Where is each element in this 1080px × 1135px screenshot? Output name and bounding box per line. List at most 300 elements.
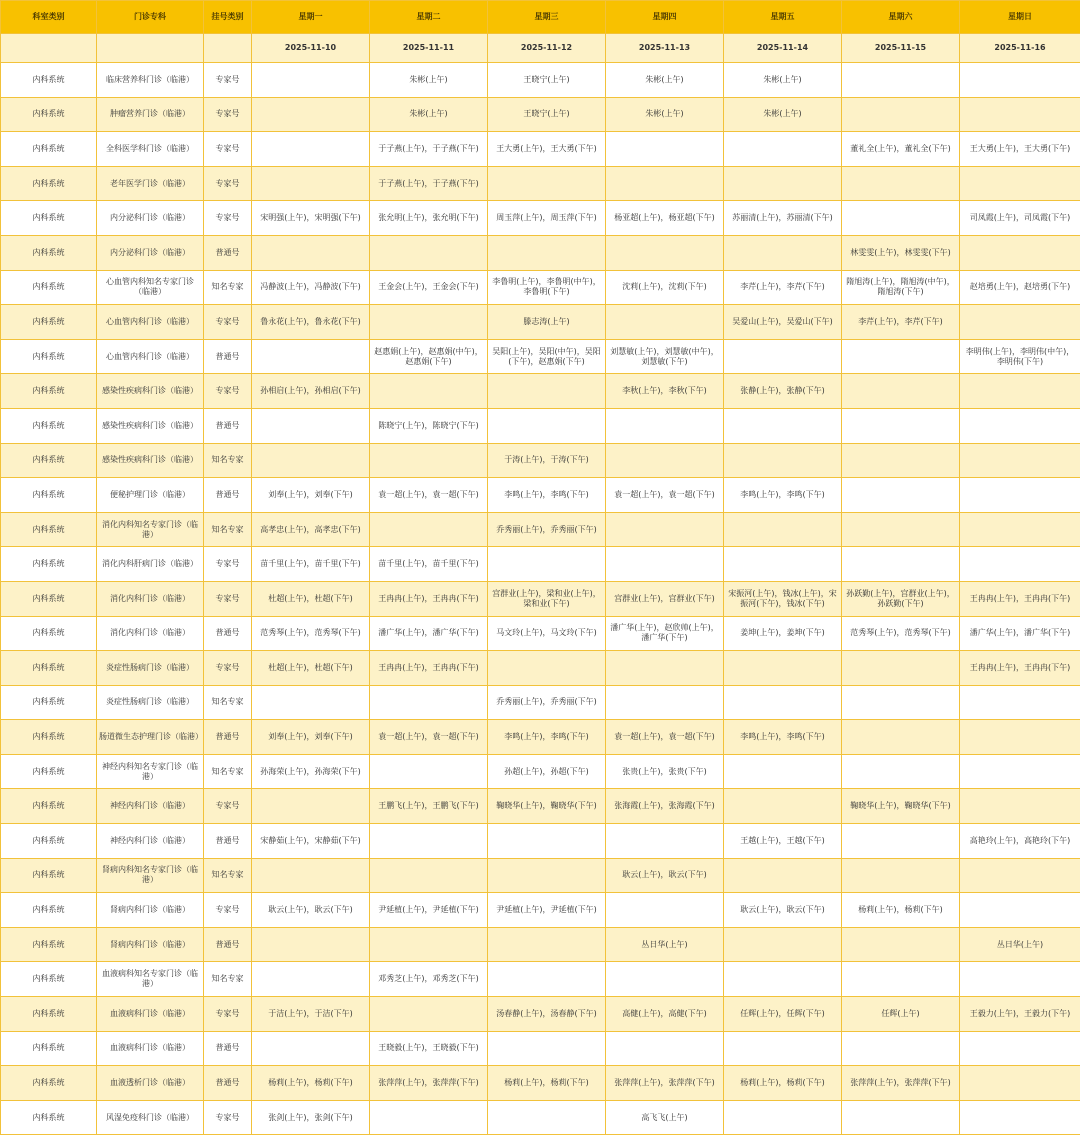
friday-cell bbox=[724, 789, 842, 824]
clinic-cell: 消化内科知名专家门诊（临港） bbox=[97, 512, 204, 547]
monday-cell: 冯静波(上午)，冯静波(下午) bbox=[252, 270, 370, 305]
sunday-cell bbox=[960, 720, 1080, 755]
sunday-cell bbox=[960, 166, 1080, 201]
monday-cell: 苗千里(上午)，苗千里(下午) bbox=[252, 547, 370, 582]
tuesday-cell bbox=[370, 512, 488, 547]
sunday-cell: 王大勇(上午)，王大勇(下午) bbox=[960, 132, 1080, 167]
table-row bbox=[1, 1100, 1080, 1135]
friday-cell: 耿云(上午)，耿云(下午) bbox=[724, 893, 842, 928]
saturday-cell bbox=[842, 547, 960, 582]
date-wednesday: 2025-11-12 bbox=[488, 34, 606, 63]
clinic-cell: 临床营养科门诊（临港） bbox=[97, 63, 204, 98]
table-row bbox=[1, 962, 1080, 997]
wednesday-cell bbox=[488, 651, 606, 686]
saturday-cell bbox=[842, 478, 960, 513]
saturday-cell: 鞠晓华(上午)，鞠晓华(下午) bbox=[842, 789, 960, 824]
saturday-cell bbox=[842, 512, 960, 547]
tuesday-cell: 尹延植(上午)，尹延植(下午) bbox=[370, 893, 488, 928]
department-cell: 内科系统 bbox=[1, 927, 97, 962]
registration-type-cell: 普通号 bbox=[204, 824, 252, 859]
table-row bbox=[1, 651, 1080, 686]
saturday-cell bbox=[842, 443, 960, 478]
tuesday-cell: 于子燕(上午)，于子燕(下午) bbox=[370, 132, 488, 167]
wednesday-cell: 李鸣(上午)，李鸣(下午) bbox=[488, 478, 606, 513]
registration-type-cell: 普通号 bbox=[204, 1066, 252, 1101]
department-cell: 内科系统 bbox=[1, 789, 97, 824]
tuesday-cell: 袁一超(上午)，袁一超(下午) bbox=[370, 720, 488, 755]
tuesday-cell bbox=[370, 443, 488, 478]
registration-type-cell: 知名专家 bbox=[204, 270, 252, 305]
department-cell: 内科系统 bbox=[1, 720, 97, 755]
thursday-cell bbox=[606, 547, 724, 582]
clinic-cell: 内分泌科门诊（临港） bbox=[97, 235, 204, 270]
wednesday-cell: 王晓宁(上午) bbox=[488, 97, 606, 132]
department-cell: 内科系统 bbox=[1, 962, 97, 997]
sunday-cell bbox=[960, 478, 1080, 513]
saturday-cell bbox=[842, 408, 960, 443]
department-cell: 内科系统 bbox=[1, 63, 97, 98]
registration-type-cell: 专家号 bbox=[204, 581, 252, 616]
registration-type-cell: 专家号 bbox=[204, 1100, 252, 1135]
clinic-cell: 感染性疾病科门诊（临港） bbox=[97, 408, 204, 443]
monday-cell bbox=[252, 166, 370, 201]
tuesday-cell bbox=[370, 374, 488, 409]
clinic-cell: 肾病内科门诊（临港） bbox=[97, 893, 204, 928]
registration-type-cell: 专家号 bbox=[204, 166, 252, 201]
saturday-cell bbox=[842, 374, 960, 409]
registration-type-cell: 专家号 bbox=[204, 97, 252, 132]
department-cell: 内科系统 bbox=[1, 685, 97, 720]
header-thursday: 星期四 bbox=[606, 1, 724, 34]
thursday-cell: 高健(上午)，高健(下午) bbox=[606, 997, 724, 1032]
friday-cell: 朱彬(上午) bbox=[724, 97, 842, 132]
thursday-cell bbox=[606, 305, 724, 340]
header-department: 科室类别 bbox=[1, 1, 97, 34]
friday-cell bbox=[724, 408, 842, 443]
clinic-cell: 心血管内科门诊（临港） bbox=[97, 305, 204, 340]
monday-cell bbox=[252, 97, 370, 132]
tuesday-cell: 王金会(上午)，王金会(下午) bbox=[370, 270, 488, 305]
thursday-cell: 宫群业(上午)，宫群业(下午) bbox=[606, 581, 724, 616]
wednesday-cell: 于涛(上午)，于涛(下午) bbox=[488, 443, 606, 478]
wednesday-cell bbox=[488, 166, 606, 201]
tuesday-cell: 朱彬(上午) bbox=[370, 97, 488, 132]
registration-type-cell: 知名专家 bbox=[204, 754, 252, 789]
thursday-cell: 高飞飞(上午) bbox=[606, 1100, 724, 1135]
registration-type-cell: 专家号 bbox=[204, 305, 252, 340]
saturday-cell bbox=[842, 754, 960, 789]
saturday-cell: 杨莉(上午)，杨莉(下午) bbox=[842, 893, 960, 928]
wednesday-cell: 周玉萍(上午)，周玉萍(下午) bbox=[488, 201, 606, 236]
friday-cell bbox=[724, 1031, 842, 1066]
thursday-cell bbox=[606, 962, 724, 997]
registration-type-cell: 专家号 bbox=[204, 997, 252, 1032]
saturday-cell bbox=[842, 685, 960, 720]
saturday-cell bbox=[842, 858, 960, 893]
registration-type-cell: 普通号 bbox=[204, 339, 252, 374]
saturday-cell bbox=[842, 63, 960, 98]
saturday-cell: 范秀琴(上午)，范秀琴(下午) bbox=[842, 616, 960, 651]
department-cell: 内科系统 bbox=[1, 754, 97, 789]
tuesday-cell bbox=[370, 824, 488, 859]
saturday-cell bbox=[842, 166, 960, 201]
header-tuesday: 星期二 bbox=[370, 1, 488, 34]
friday-cell bbox=[724, 858, 842, 893]
wednesday-cell: 汤春静(上午)，汤春静(下午) bbox=[488, 997, 606, 1032]
saturday-cell: 任辉(上午) bbox=[842, 997, 960, 1032]
friday-cell: 李芹(上午)，李芹(下午) bbox=[724, 270, 842, 305]
registration-type-cell: 专家号 bbox=[204, 651, 252, 686]
saturday-cell bbox=[842, 201, 960, 236]
wednesday-cell: 乔秀丽(上午)，乔秀丽(下午) bbox=[488, 685, 606, 720]
wednesday-cell bbox=[488, 858, 606, 893]
sunday-cell bbox=[960, 858, 1080, 893]
sunday-cell: 丛日华(上午) bbox=[960, 927, 1080, 962]
date-saturday: 2025-11-15 bbox=[842, 34, 960, 63]
monday-cell: 鲁永花(上午)，鲁永花(下午) bbox=[252, 305, 370, 340]
date-monday: 2025-11-10 bbox=[252, 34, 370, 63]
clinic-cell: 肾病内科门诊（临港） bbox=[97, 927, 204, 962]
monday-cell bbox=[252, 408, 370, 443]
registration-type-cell: 普通号 bbox=[204, 478, 252, 513]
monday-cell: 耿云(上午)，耿云(下午) bbox=[252, 893, 370, 928]
tuesday-cell bbox=[370, 1100, 488, 1135]
monday-cell bbox=[252, 339, 370, 374]
table-row bbox=[1, 547, 1080, 582]
wednesday-cell bbox=[488, 1031, 606, 1066]
clinic-cell: 全科医学科门诊（临港） bbox=[97, 132, 204, 167]
friday-cell bbox=[724, 235, 842, 270]
friday-cell bbox=[724, 1100, 842, 1135]
friday-cell: 吴爱山(上午)，吴爱山(下午) bbox=[724, 305, 842, 340]
department-cell: 内科系统 bbox=[1, 824, 97, 859]
monday-cell: 宋明强(上午)，宋明强(下午) bbox=[252, 201, 370, 236]
clinic-cell: 肿瘤营养门诊（临港） bbox=[97, 97, 204, 132]
thursday-cell: 刘慧敏(上午)，刘慧敏(中午)，刘慧敏(下午) bbox=[606, 339, 724, 374]
monday-cell bbox=[252, 685, 370, 720]
clinic-cell: 感染性疾病科门诊（临港） bbox=[97, 443, 204, 478]
clinic-cell: 炎症性肠病门诊（临港） bbox=[97, 685, 204, 720]
tuesday-cell bbox=[370, 685, 488, 720]
thursday-cell bbox=[606, 512, 724, 547]
department-cell: 内科系统 bbox=[1, 374, 97, 409]
wednesday-cell bbox=[488, 927, 606, 962]
tuesday-cell bbox=[370, 858, 488, 893]
sunday-cell bbox=[960, 408, 1080, 443]
department-cell: 内科系统 bbox=[1, 201, 97, 236]
thursday-cell bbox=[606, 685, 724, 720]
thursday-cell bbox=[606, 824, 724, 859]
tuesday-cell bbox=[370, 927, 488, 962]
friday-cell: 张静(上午)，张静(下午) bbox=[724, 374, 842, 409]
thursday-cell: 丛日华(上午) bbox=[606, 927, 724, 962]
monday-cell bbox=[252, 858, 370, 893]
registration-type-cell: 知名专家 bbox=[204, 443, 252, 478]
saturday-cell: 张萍萍(上午)，张萍萍(下午) bbox=[842, 1066, 960, 1101]
clinic-cell: 炎症性肠病门诊（临港） bbox=[97, 651, 204, 686]
friday-cell: 李鸣(上午)，李鸣(下午) bbox=[724, 478, 842, 513]
sunday-cell bbox=[960, 962, 1080, 997]
wednesday-cell: 王大勇(上午)，王大勇(下午) bbox=[488, 132, 606, 167]
sunday-cell: 赵培勇(上午)，赵培勇(下午) bbox=[960, 270, 1080, 305]
monday-cell bbox=[252, 927, 370, 962]
wednesday-cell bbox=[488, 408, 606, 443]
clinic-cell: 血液病科门诊（临港） bbox=[97, 1031, 204, 1066]
table-row bbox=[1, 478, 1080, 513]
monday-cell: 杜超(上午)，杜超(下午) bbox=[252, 581, 370, 616]
wednesday-cell: 乔秀丽(上午)，乔秀丽(下午) bbox=[488, 512, 606, 547]
friday-cell bbox=[724, 166, 842, 201]
saturday-cell: 李芹(上午)，李芹(下午) bbox=[842, 305, 960, 340]
tuesday-cell: 王冉冉(上午)，王冉冉(下午) bbox=[370, 651, 488, 686]
thursday-cell: 潘广华(上午)，赵欣帅(上午)，潘广华(下午) bbox=[606, 616, 724, 651]
clinic-cell: 神经内科门诊（临港） bbox=[97, 824, 204, 859]
registration-type-cell: 专家号 bbox=[204, 374, 252, 409]
department-cell: 内科系统 bbox=[1, 235, 97, 270]
thursday-cell bbox=[606, 443, 724, 478]
table-row bbox=[1, 270, 1080, 305]
header-row bbox=[1, 1, 1080, 34]
table-row bbox=[1, 893, 1080, 928]
table-row bbox=[1, 1031, 1080, 1066]
tuesday-cell: 张萍萍(上午)，张萍萍(下午) bbox=[370, 1066, 488, 1101]
sunday-cell bbox=[960, 1066, 1080, 1101]
wednesday-cell: 尹延植(上午)，尹延植(下午) bbox=[488, 893, 606, 928]
department-cell: 内科系统 bbox=[1, 858, 97, 893]
wednesday-cell bbox=[488, 547, 606, 582]
header-saturday: 星期六 bbox=[842, 1, 960, 34]
department-cell: 内科系统 bbox=[1, 443, 97, 478]
friday-cell bbox=[724, 512, 842, 547]
date-cell-blank bbox=[204, 34, 252, 63]
sunday-cell bbox=[960, 1031, 1080, 1066]
sunday-cell bbox=[960, 512, 1080, 547]
friday-cell bbox=[724, 962, 842, 997]
saturday-cell: 隋旭涛(上午)，隋旭涛(中午)，隋旭涛(下午) bbox=[842, 270, 960, 305]
department-cell: 内科系统 bbox=[1, 166, 97, 201]
date-thursday: 2025-11-13 bbox=[606, 34, 724, 63]
clinic-cell: 风湿免疫科门诊（临港） bbox=[97, 1100, 204, 1135]
table-row bbox=[1, 581, 1080, 616]
tuesday-cell bbox=[370, 997, 488, 1032]
monday-cell: 张剑(上午)，张剑(下午) bbox=[252, 1100, 370, 1135]
date-sunday: 2025-11-16 bbox=[960, 34, 1080, 63]
date-row bbox=[1, 34, 1080, 63]
header-registration-type: 挂号类别 bbox=[204, 1, 252, 34]
table-row bbox=[1, 235, 1080, 270]
sunday-cell bbox=[960, 443, 1080, 478]
registration-type-cell: 普通号 bbox=[204, 720, 252, 755]
department-cell: 内科系统 bbox=[1, 305, 97, 340]
clinic-cell: 血液病科门诊（临港） bbox=[97, 997, 204, 1032]
clinic-cell: 心血管内科门诊（临港） bbox=[97, 339, 204, 374]
registration-type-cell: 专家号 bbox=[204, 547, 252, 582]
thursday-cell bbox=[606, 893, 724, 928]
department-cell: 内科系统 bbox=[1, 1100, 97, 1135]
saturday-cell bbox=[842, 97, 960, 132]
table-row bbox=[1, 754, 1080, 789]
friday-cell bbox=[724, 547, 842, 582]
wednesday-cell: 李鲁明(上午)，李鲁明(中午)，李鲁明(下午) bbox=[488, 270, 606, 305]
wednesday-cell: 吴阳(上午)，吴阳(中午)，吴阳(下午)，赵惠娟(下午) bbox=[488, 339, 606, 374]
saturday-cell bbox=[842, 651, 960, 686]
tuesday-cell: 王冉冉(上午)，王冉冉(下午) bbox=[370, 581, 488, 616]
sunday-cell bbox=[960, 374, 1080, 409]
department-cell: 内科系统 bbox=[1, 339, 97, 374]
tuesday-cell: 王晓毅(上午)，王晓毅(下午) bbox=[370, 1031, 488, 1066]
department-cell: 内科系统 bbox=[1, 651, 97, 686]
sunday-cell: 高艳玲(上午)，高艳玲(下午) bbox=[960, 824, 1080, 859]
saturday-cell bbox=[842, 720, 960, 755]
friday-cell: 姜坤(上午)，姜坤(下午) bbox=[724, 616, 842, 651]
wednesday-cell bbox=[488, 374, 606, 409]
sunday-cell bbox=[960, 547, 1080, 582]
monday-cell: 刘奉(上午)，刘奉(下午) bbox=[252, 478, 370, 513]
sunday-cell: 王冉冉(上午)，王冉冉(下午) bbox=[960, 581, 1080, 616]
sunday-cell bbox=[960, 893, 1080, 928]
date-cell-blank bbox=[97, 34, 204, 63]
monday-cell bbox=[252, 1031, 370, 1066]
department-cell: 内科系统 bbox=[1, 478, 97, 513]
tuesday-cell: 于子燕(上午)，于子燕(下午) bbox=[370, 166, 488, 201]
registration-type-cell: 普通号 bbox=[204, 235, 252, 270]
friday-cell bbox=[724, 685, 842, 720]
monday-cell: 范秀琴(上午)，范秀琴(下午) bbox=[252, 616, 370, 651]
department-cell: 内科系统 bbox=[1, 512, 97, 547]
saturday-cell bbox=[842, 962, 960, 997]
friday-cell: 杨莉(上午)，杨莉(下午) bbox=[724, 1066, 842, 1101]
monday-cell: 杨莉(上午)，杨莉(下午) bbox=[252, 1066, 370, 1101]
saturday-cell bbox=[842, 339, 960, 374]
table-row bbox=[1, 997, 1080, 1032]
monday-cell: 孙海荣(上午)，孙海荣(下午) bbox=[252, 754, 370, 789]
clinic-cell: 血液病科知名专家门诊（临港） bbox=[97, 962, 204, 997]
thursday-cell bbox=[606, 166, 724, 201]
clinic-cell: 肾病内科知名专家门诊（临港） bbox=[97, 858, 204, 893]
registration-type-cell: 普通号 bbox=[204, 1031, 252, 1066]
registration-type-cell: 专家号 bbox=[204, 63, 252, 98]
thursday-cell bbox=[606, 651, 724, 686]
table-row bbox=[1, 97, 1080, 132]
clinic-cell: 内分泌科门诊（临港） bbox=[97, 201, 204, 236]
clinic-cell: 心血管内科知名专家门诊（临港） bbox=[97, 270, 204, 305]
department-cell: 内科系统 bbox=[1, 1066, 97, 1101]
registration-type-cell: 专家号 bbox=[204, 893, 252, 928]
monday-cell bbox=[252, 789, 370, 824]
header-friday: 星期五 bbox=[724, 1, 842, 34]
department-cell: 内科系统 bbox=[1, 97, 97, 132]
friday-cell bbox=[724, 754, 842, 789]
friday-cell bbox=[724, 132, 842, 167]
wednesday-cell bbox=[488, 235, 606, 270]
header-wednesday: 星期三 bbox=[488, 1, 606, 34]
thursday-cell: 耿云(上午)，耿云(下午) bbox=[606, 858, 724, 893]
tuesday-cell: 袁一超(上午)，袁一超(下午) bbox=[370, 478, 488, 513]
wednesday-cell: 王晓宁(上午) bbox=[488, 63, 606, 98]
department-cell: 内科系统 bbox=[1, 547, 97, 582]
friday-cell bbox=[724, 443, 842, 478]
sunday-cell: 王毅力(上午)，王毅力(下午) bbox=[960, 997, 1080, 1032]
sunday-cell bbox=[960, 789, 1080, 824]
sunday-cell bbox=[960, 1100, 1080, 1135]
table-row bbox=[1, 512, 1080, 547]
thursday-cell: 袁一超(上午)，袁一超(下午) bbox=[606, 478, 724, 513]
tuesday-cell: 朱彬(上午) bbox=[370, 63, 488, 98]
sunday-cell bbox=[960, 235, 1080, 270]
sunday-cell: 潘广华(上午)，潘广华(下午) bbox=[960, 616, 1080, 651]
thursday-cell bbox=[606, 1031, 724, 1066]
monday-cell bbox=[252, 962, 370, 997]
clinic-cell: 肠道微生态护理门诊（临港） bbox=[97, 720, 204, 755]
saturday-cell: 孙跃勤(上午)，宫群业(上午)，孙跃勤(下午) bbox=[842, 581, 960, 616]
thursday-cell: 李秋(上午)，李秋(下午) bbox=[606, 374, 724, 409]
sunday-cell: 李明伟(上午)，李明伟(中午)，李明伟(下午) bbox=[960, 339, 1080, 374]
friday-cell bbox=[724, 339, 842, 374]
monday-cell: 杜超(上午)，杜超(下午) bbox=[252, 651, 370, 686]
saturday-cell bbox=[842, 1100, 960, 1135]
sunday-cell: 司凤霞(上午)，司凤霞(下午) bbox=[960, 201, 1080, 236]
wednesday-cell bbox=[488, 962, 606, 997]
monday-cell: 刘奉(上午)，刘奉(下午) bbox=[252, 720, 370, 755]
table-row bbox=[1, 201, 1080, 236]
department-cell: 内科系统 bbox=[1, 132, 97, 167]
sunday-cell bbox=[960, 305, 1080, 340]
department-cell: 内科系统 bbox=[1, 581, 97, 616]
saturday-cell bbox=[842, 1031, 960, 1066]
registration-type-cell: 专家号 bbox=[204, 201, 252, 236]
clinic-cell: 神经内科门诊（临港） bbox=[97, 789, 204, 824]
registration-type-cell: 知名专家 bbox=[204, 858, 252, 893]
saturday-cell: 林雯雯(上午)，林雯雯(下午) bbox=[842, 235, 960, 270]
monday-cell: 宋静茹(上午)，宋静茹(下午) bbox=[252, 824, 370, 859]
saturday-cell bbox=[842, 927, 960, 962]
registration-type-cell: 知名专家 bbox=[204, 512, 252, 547]
thursday-cell: 沈莉(上午)，沈莉(下午) bbox=[606, 270, 724, 305]
saturday-cell: 董礼全(上午)，董礼全(下午) bbox=[842, 132, 960, 167]
monday-cell: 高孝忠(上午)，高孝忠(下午) bbox=[252, 512, 370, 547]
monday-cell bbox=[252, 132, 370, 167]
table-row bbox=[1, 63, 1080, 98]
header-clinic: 门诊专科 bbox=[97, 1, 204, 34]
table-row bbox=[1, 616, 1080, 651]
wednesday-cell: 鞠晓华(上午)，鞠晓华(下午) bbox=[488, 789, 606, 824]
thursday-cell: 张萍萍(上午)，张萍萍(下午) bbox=[606, 1066, 724, 1101]
tuesday-cell bbox=[370, 235, 488, 270]
clinic-cell: 消化内科肝病门诊（临港） bbox=[97, 547, 204, 582]
table-row bbox=[1, 305, 1080, 340]
wednesday-cell: 滕志涛(上午) bbox=[488, 305, 606, 340]
department-cell: 内科系统 bbox=[1, 893, 97, 928]
wednesday-cell bbox=[488, 824, 606, 859]
friday-cell: 李鸣(上午)，李鸣(下午) bbox=[724, 720, 842, 755]
thursday-cell: 杨亚超(上午)，杨亚超(下午) bbox=[606, 201, 724, 236]
table-row bbox=[1, 166, 1080, 201]
department-cell: 内科系统 bbox=[1, 616, 97, 651]
tuesday-cell: 张允明(上午)，张允明(下午) bbox=[370, 201, 488, 236]
monday-cell: 于洁(上午)，于洁(下午) bbox=[252, 997, 370, 1032]
date-cell-blank bbox=[1, 34, 97, 63]
tuesday-cell: 陈晓宁(上午)，陈晓宁(下午) bbox=[370, 408, 488, 443]
table-row bbox=[1, 374, 1080, 409]
friday-cell: 任辉(上午)，任辉(下午) bbox=[724, 997, 842, 1032]
tuesday-cell: 潘广华(上午)，潘广华(下午) bbox=[370, 616, 488, 651]
sunday-cell bbox=[960, 754, 1080, 789]
table-row bbox=[1, 132, 1080, 167]
wednesday-cell: 马文玲(上午)，马文玲(下午) bbox=[488, 616, 606, 651]
registration-type-cell: 专家号 bbox=[204, 132, 252, 167]
table-row bbox=[1, 824, 1080, 859]
thursday-cell: 张贵(上午)，张贵(下午) bbox=[606, 754, 724, 789]
